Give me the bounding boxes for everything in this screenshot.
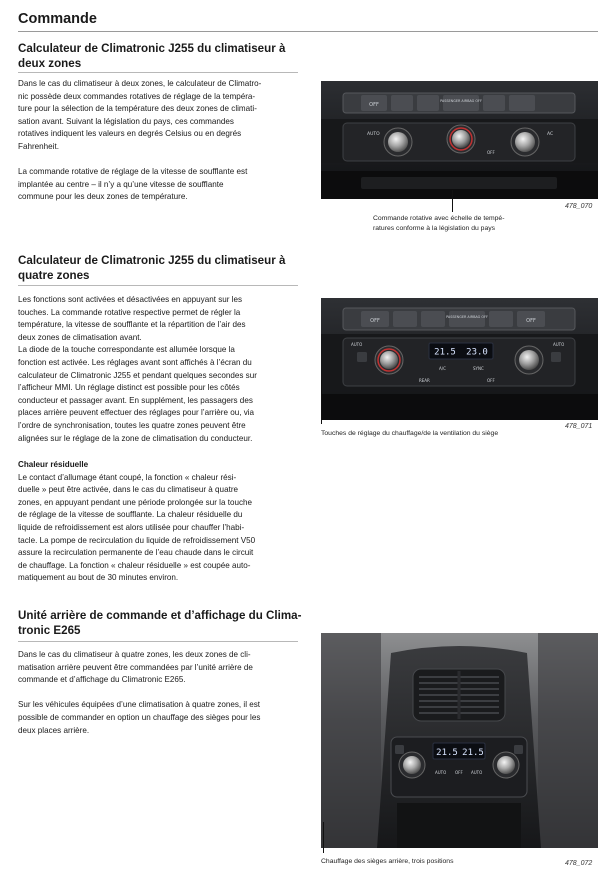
section-3-title-line: tronic E265: [18, 624, 81, 637]
section-2-title-line: Calculateur de Climatronic J255 du climatiseur à: [18, 254, 286, 267]
temperature-knob-left[interactable]: [388, 132, 408, 152]
figure-rear-climatronic-photo: [321, 633, 598, 848]
rear-display-left-temperature: 21.5: [436, 748, 458, 758]
figure-climatronic-2zone-photo: [321, 81, 598, 199]
btn-passenger-airbag-label: PASSENGER AIRBAG OFF: [446, 315, 488, 319]
subsection-body: Le contact d’allumage étant coupé, la fonction « chaleur rési- duelle » peut être activée, dans le cas du climatiseur à quatre zones, en appuyant pendant une période prolongée sur la touche de réglage de la vitesse de soufflante. La chaleur résiduelle du liquide de refroidissement est alors utilisée pour chauffer l’habi- tacle. La pompe de recirculation du liquide de refroidissement V50 assure la recirculation permanente de l’eau chaude dans le circuit de chauffage. La fonction « chaleur résiduelle » est coupée auto- matiquement au bout de 30 minutes environ.: [18, 472, 256, 583]
figure-1-number: 478_070: [565, 203, 593, 210]
btn-auto-right-label: AUTO: [553, 342, 565, 347]
title-divider: [18, 31, 598, 32]
rear-btn-auto-right-label: AUTO: [471, 770, 483, 775]
section-2-title-line: quatre zones: [18, 269, 90, 282]
btn-off3-label: OFF: [487, 378, 495, 383]
btn-off2-label: OFF: [526, 318, 536, 324]
btn-off-label: OFF: [370, 318, 380, 324]
subsection-residual-heat: [18, 459, 296, 585]
paragraph: Dans le cas du climatiseur à deux zones, le calculateur de Climatro- nic possède deux commandes rotatives de réglage de la tempéra- ture pour la sélection de la température des deux zones de climati- sation avant. Suivant la législation du pays, ces commandes rotatives indiquent les valeurs en degrés Celsius ou en degrés Fahrenheit.: [18, 79, 262, 151]
seat-heating-button-left[interactable]: [357, 352, 367, 362]
leader-line: [323, 822, 324, 853]
rear-btn-off-label: OFF: [455, 770, 463, 775]
section-1-title-line: deux zones: [18, 57, 82, 70]
btn-auto-label: AUTO: [367, 132, 380, 137]
section-2-divider: [18, 285, 298, 286]
section-2-title: [18, 253, 303, 283]
display-right-temperature: 23.0: [466, 347, 488, 358]
rear-seat-heating-button-left[interactable]: [395, 745, 404, 754]
figure-climatronic-4zone-photo: [321, 298, 598, 420]
paragraph: Sur les véhicules équipées d’une climatisation à quatre zones, il est possible de commander en option un chauffage des sièges pour les deux places arrière.: [18, 700, 261, 735]
display-left-temperature: 21.5: [434, 347, 456, 358]
section-3-divider: [18, 641, 298, 642]
rear-knob-left[interactable]: [403, 756, 421, 774]
leader-line: [321, 380, 322, 424]
rear-knob-right[interactable]: [497, 756, 515, 774]
btn-passenger-airbag-label: PASSENGER AIRBAG OFF: [440, 99, 482, 103]
paragraph: Les fonctions sont activées et désactivées en appuyant sur les touches. La commande rotative respective permet de régler la température, la vitesse de soufflante et la répartition de l’air des deux zones de climatisation avant. La diode de la touche correspondante est allumée lorsque la fonction est activée. Les réglages avant sont affichés à l’écran du calculateur de Climatronic J255 et pendant quelques secondes sur l’afficheur MMI. Un réglage distinct est possible pour les côtés conducteur et passager avant. En supplément, les passagers des places arrière peuvent effectuer des réglages pour l’arrière ou, via l’ordre de synchronisation, toutes les quatre zones peuvent être alignées sur le réglage de la zone de climatisation du conducteur.: [18, 295, 257, 443]
btn-rear-label: REAR: [419, 378, 430, 383]
section-3-body: [18, 649, 296, 737]
section-2-body: [18, 294, 296, 445]
paragraph: Dans le cas du climatiseur à quatre zones, les deux zones de cli- matisation arrière peuvent être commandées par l’unité arrière de commande et d’affichage du Climatronic E265.: [18, 650, 253, 685]
section-1-body: [18, 78, 296, 204]
leader-line: [452, 190, 453, 212]
figure-2-caption: Touches de réglage du chauffage/de la ventilation du siège: [321, 430, 499, 437]
rear-seat-heating-button-right[interactable]: [514, 745, 523, 754]
seat-heating-button-right[interactable]: [551, 352, 561, 362]
figure-3-number: 478_072: [565, 860, 593, 867]
section-3-title: [18, 608, 303, 638]
btn-off2-label: OFF: [487, 150, 495, 155]
figure-1-caption: Commande rotative avec échelle de tempé- ratures conforme à la législation du pays: [373, 215, 505, 232]
section-1-title: [18, 41, 303, 71]
btn-sync-label: SYNC: [473, 366, 484, 371]
btn-off-label: OFF: [369, 102, 379, 108]
btn-auto-left-label: AUTO: [351, 342, 363, 347]
rear-display-right-temperature: 21.5: [462, 748, 484, 758]
rotary-knob-right[interactable]: [519, 350, 539, 370]
paragraph: La commande rotative de réglage de la vitesse de soufflante est implantée au centre – il n’y a qu’une vitesse de soufflante commune pour les deux zones de température.: [18, 167, 248, 202]
temperature-knob-right[interactable]: [515, 132, 535, 152]
section-1-divider: [18, 72, 298, 73]
btn-ac-label: A/C: [439, 366, 446, 371]
fan-speed-knob[interactable]: [452, 130, 470, 148]
figure-2-number: 478_071: [565, 423, 593, 430]
subsection-title: Chaleur résiduelle: [18, 460, 89, 469]
rotary-knob-left[interactable]: [380, 351, 398, 369]
page-title: Commande: [18, 11, 97, 27]
section-1-title-line: Calculateur de Climatronic J255 du climatiseur à: [18, 42, 286, 55]
rear-btn-auto-left-label: AUTO: [435, 770, 447, 775]
figure-3-caption: Chauffage des sièges arrière, trois positions: [321, 858, 454, 865]
section-3-title-line: Unité arrière de commande et d’affichage du Clima-: [18, 609, 302, 622]
btn-ac-label: AC: [547, 132, 554, 137]
